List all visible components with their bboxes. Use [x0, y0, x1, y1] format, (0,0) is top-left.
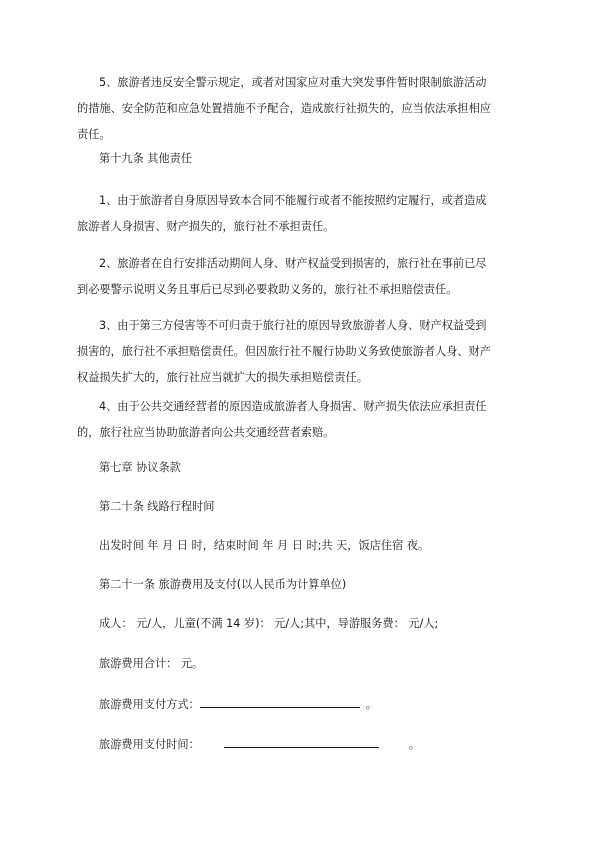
article-19-title: 第十九条 其他责任	[99, 152, 193, 165]
text-line: 责任。	[77, 128, 111, 141]
text-line: 的措施、安全防范和应急处置措施不予配合，造成旅行社损失的，应当依法承担相应	[77, 102, 491, 115]
chapter-7-title: 第七章 协议条款	[99, 461, 181, 474]
fee-total: 旅游费用合计： 元。	[99, 657, 204, 670]
article-20-title: 第二十条 线路行程时间	[99, 500, 215, 513]
text-line: 2、旅游者在自行安排活动期间人身、财产权益受到损害的，旅行社在事前已尽	[99, 257, 487, 270]
payment-method-label: 旅游费用支付方式：	[99, 698, 200, 711]
text-line: 旅游者人身损害、财产损失的，旅行社不承担责任。	[77, 220, 335, 233]
clause-5-paragraph	[77, 70, 527, 148]
article-19-item-4	[77, 394, 527, 446]
payment-time-line	[77, 732, 527, 758]
text-line: 到必要警示说明义务且事后已尽到必要救助义务的，旅行社不承担赔偿责任。	[77, 283, 458, 296]
payment-method-blank[interactable]	[200, 695, 360, 708]
payment-time-blank[interactable]	[224, 735, 379, 748]
article-19-item-1	[77, 188, 527, 240]
text-line: 5、旅游者违反安全警示规定，或者对国家应对重大突发事件暂时限制旅游活动	[99, 76, 487, 89]
text-line: 损害的，旅行社不承担赔偿责任。但因旅行社不履行协助义务致使旅游者人身、财产	[77, 345, 491, 358]
article-20-body: 出发时间 年 月 日 时，结束时间 年 月 日 时;共 天，饭店住宿 夜。	[99, 539, 430, 552]
article-19-item-2	[77, 251, 527, 303]
payment-time-period: 。	[408, 738, 420, 751]
article-21-title: 第二十一条 旅游费用及支付(以人民币为计算单位)	[99, 578, 347, 591]
text-line: 3、由于第三方侵害等不可归责于旅行社的原因导致旅游者人身、财产权益受到	[99, 319, 487, 332]
payment-method-period: 。	[365, 698, 377, 711]
payment-time-label: 旅游费用支付时间：	[99, 738, 200, 751]
text-line: 的，旅行社应当协助旅游者向公共交通经营者索赔。	[77, 426, 335, 439]
text-line: 权益损失扩大的，旅行社应当就扩大的损失承担赔偿责任。	[77, 371, 368, 384]
fee-breakdown: 成人： 元/人，儿童(不满 14 岁)： 元/人;其中，导游服务费： 元/人;	[99, 617, 439, 630]
payment-method-line	[77, 692, 527, 718]
article-19-item-3	[77, 313, 527, 391]
text-line: 1、由于旅游者自身原因导致本合同不能履行或者不能按照约定履行，或者造成	[99, 194, 487, 207]
text-line: 4、由于公共交通经营者的原因造成旅游者人身损害、财产损失依法应承担责任	[99, 400, 487, 413]
